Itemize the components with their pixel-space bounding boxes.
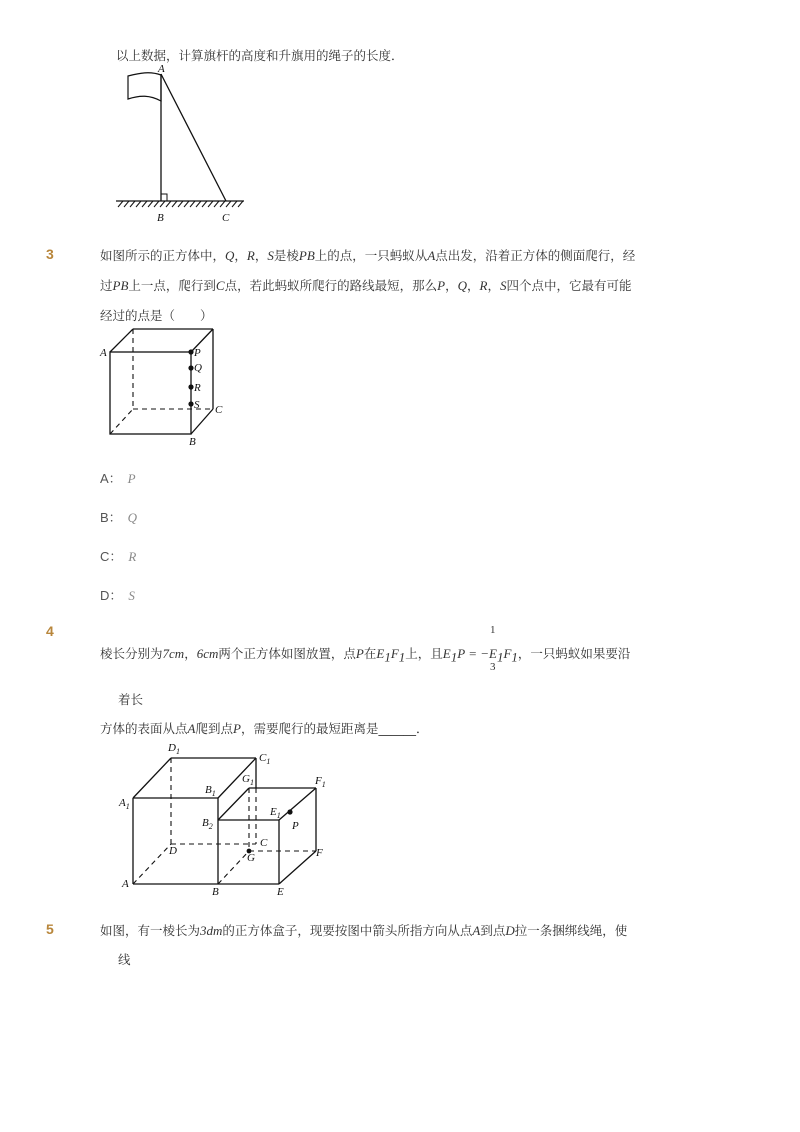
- label-a1: $A_1$: [119, 797, 130, 811]
- label-q: Q: [194, 362, 202, 374]
- label-b: B: [157, 212, 164, 224]
- option-b[interactable]: B： Q: [100, 510, 138, 525]
- label-a: A: [100, 347, 107, 359]
- label-e1: $E_1$: [270, 806, 281, 820]
- option-a[interactable]: A： P: [100, 471, 136, 486]
- question-5-line-2: 线: [118, 952, 131, 967]
- question-4-line-1: 棱长分别为7cm，6cm两个正方体如图放置，点P在$E_1F_1$上，且$E_1P = -E_1F_1$，一只蚂蚁如果要沿: [100, 646, 631, 665]
- label-s: S: [194, 399, 200, 411]
- label-c: C: [260, 837, 268, 849]
- question-3-line-1: 如图所示的正方体中，Q，R，S是棱PB上的点，一只蚂蚁从A点出发，沿着正方体的侧面爬行，经: [100, 248, 636, 263]
- question-3-number: 3: [46, 246, 54, 262]
- label-g: G: [247, 852, 255, 864]
- fraction-numerator: 1: [490, 624, 496, 636]
- option-d[interactable]: D： S: [100, 588, 135, 603]
- question-3-line-3: 经过的点是（ ）: [100, 308, 213, 323]
- label-f1: $F_1$: [315, 775, 326, 789]
- label-d: D: [169, 845, 177, 857]
- question-3-line-2: 过PB上一点，爬行到C点，若此蚂蚁所爬行的路线最短，那么P，Q，R，S四个点中，它最有可能: [100, 278, 632, 293]
- point-p: [287, 809, 292, 814]
- label-g1: $G_1$: [242, 773, 254, 787]
- intro-line: 以上数据，计算旗杆的高度和升旗用的绳子的长度．: [116, 48, 404, 63]
- question-5-line-1: 如图，有一棱长为3dm的正方体盒子，现要按图中箭头所指方向从点A到点D拉一条捆绑线绳，使: [100, 923, 628, 938]
- label-p: P: [292, 820, 299, 832]
- label-d1: $D_1$: [168, 742, 180, 756]
- option-c[interactable]: C： R: [100, 549, 137, 564]
- label-b: B: [189, 436, 196, 448]
- label-r: R: [194, 382, 201, 394]
- label-a: A: [158, 63, 165, 75]
- label-p: P: [194, 347, 201, 359]
- label-e: E: [277, 886, 284, 898]
- label-c: C: [215, 404, 223, 416]
- label-c1: $C_1$: [259, 752, 271, 766]
- label-a: A: [122, 878, 129, 890]
- label-f: F: [316, 847, 323, 859]
- question-4-number: 4: [46, 623, 54, 639]
- label-b: B: [212, 886, 219, 898]
- question-4-line-3: 方体的表面从点A爬到点P，需要爬行的最短距离是______．: [100, 721, 429, 736]
- fraction-denominator: 3: [490, 661, 496, 673]
- label-b1: $B_1$: [205, 784, 216, 798]
- label-b2: $B_2$: [202, 817, 213, 831]
- question-4-line-2: 着长: [118, 692, 144, 707]
- question-5-number: 5: [46, 921, 54, 937]
- label-c: C: [222, 212, 230, 224]
